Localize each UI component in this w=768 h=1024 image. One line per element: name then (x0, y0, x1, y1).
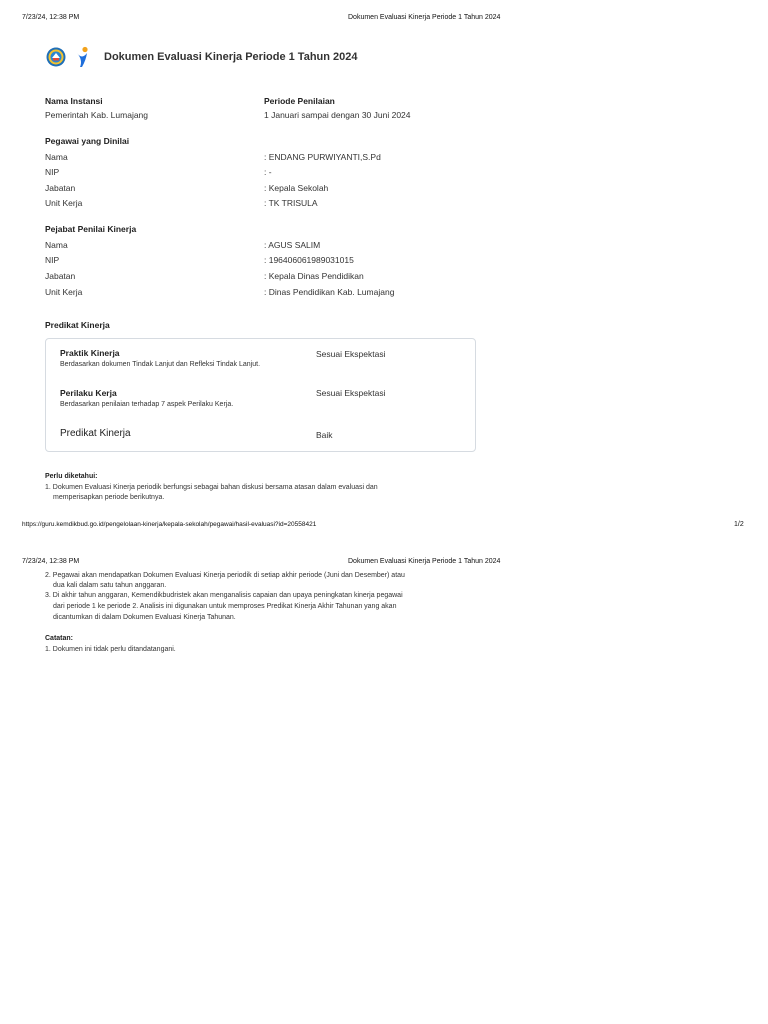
perilaku-kerja-desc: Berdasarkan penilaian terhadap 7 aspek Perilaku Kerja. (60, 401, 234, 408)
notes-item2-line2: dua kali dalam satu tahun anggaran. (53, 582, 167, 589)
print-page-number: 1/2 (734, 521, 744, 528)
merdeka-mengajar-logo-icon (73, 46, 93, 68)
perilaku-kerja-label: Perilaku Kerja (60, 388, 117, 398)
instansi-label: Nama Instansi (45, 96, 103, 106)
notes-item2-line1: 2. Pegawai akan mendapatkan Dokumen Evaluasi Kinerja periodik di setiap akhir periode (Juni dan Desember) atau (45, 572, 405, 579)
pejabat-unit-label: Unit Kerja (45, 287, 83, 297)
catatan-heading: Catatan: (45, 635, 74, 642)
pegawai-unit-label: Unit Kerja (45, 198, 83, 208)
notes-item1-line1: 1. Dokumen Evaluasi Kinerja periodik berfungsi sebagai bahan diskusi bersama atasan dalam evaluasi dan (45, 484, 378, 491)
notes-item3-line3: dicantumkan di dalam Dokumen Evaluasi Kinerja Tahunan. (53, 614, 236, 621)
pegawai-jabatan-value: : Kepala Sekolah (264, 183, 329, 193)
praktik-kinerja-label: Praktik Kinerja (60, 348, 120, 358)
praktik-kinerja-desc: Berdasarkan dokumen Tindak Lanjut dan Refleksi Tindak Lanjut. (60, 361, 261, 368)
page-title: Dokumen Evaluasi Kinerja Periode 1 Tahun 2024 (104, 51, 358, 63)
notes-item3-line2: dari periode 1 ke periode 2. Analisis ini digunakan untuk memproses Predikat Kinerja Akhir Tahunan yang akan (53, 603, 397, 610)
periode-label: Periode Penilaian (264, 96, 335, 106)
notes-item3-line1: 3. Di akhir tahun anggaran, Kemendikbudristek akan menganalisis capaian dan upaya peningkatan kinerja pegawai (45, 592, 403, 599)
tut-wuri-handayani-logo-icon (46, 47, 66, 67)
periode-value: 1 Januari sampai dengan 30 Juni 2024 (264, 110, 411, 120)
pegawai-nama-value: : ENDANG PURWIYANTI,S.Pd (264, 152, 381, 162)
instansi-value: Pemerintah Kab. Lumajang (45, 110, 149, 120)
pejabat-jabatan-value: : Kepala Dinas Pendidikan (264, 271, 364, 281)
pejabat-heading: Pejabat Penilai Kinerja (45, 224, 137, 234)
pegawai-nip-value: : - (264, 167, 272, 177)
perilaku-kerja-value: Sesuai Ekspektasi (316, 388, 386, 398)
predikat-heading: Predikat Kinerja (45, 320, 110, 330)
pegawai-heading: Pegawai yang Dinilai (45, 136, 130, 146)
praktik-kinerja-value: Sesuai Ekspektasi (316, 349, 386, 359)
pejabat-nama-value: : AGUS SALIM (264, 240, 321, 250)
pejabat-jabatan-label: Jabatan (45, 271, 76, 281)
print-doc-title-page2: Dokumen Evaluasi Kinerja Periode 1 Tahun 2024 (348, 558, 501, 565)
print-datetime-page2: 7/23/24, 12:38 PM (22, 558, 80, 565)
pejabat-nip-label: NIP (45, 255, 60, 265)
print-datetime: 7/23/24, 12:38 PM (22, 14, 80, 21)
pegawai-nama-label: Nama (45, 152, 68, 162)
notes-heading: Perlu diketahui: (45, 473, 98, 480)
pegawai-unit-value: : TK TRISULA (264, 198, 318, 208)
catatan-item1: 1. Dokumen ini tidak perlu ditandatangani. (45, 646, 176, 653)
predikat-final-value: Baik (316, 430, 333, 440)
pejabat-nama-label: Nama (45, 240, 68, 250)
predikat-final-label: Predikat Kinerja (60, 428, 131, 439)
pejabat-nip-value: : 196406061989031015 (264, 255, 354, 265)
pejabat-unit-value: : Dinas Pendidikan Kab. Lumajang (264, 287, 395, 297)
print-url: https://guru.kemdikbud.go.id/pengelolaan-kinerja/kepala-sekolah/pegawai/hasil-evaluasi?id=20558421 (22, 521, 317, 528)
notes-item1-line2: memperisapkan periode berikutnya. (53, 494, 165, 501)
pegawai-nip-label: NIP (45, 167, 60, 177)
pegawai-jabatan-label: Jabatan (45, 183, 76, 193)
print-doc-title: Dokumen Evaluasi Kinerja Periode 1 Tahun 2024 (348, 14, 501, 21)
